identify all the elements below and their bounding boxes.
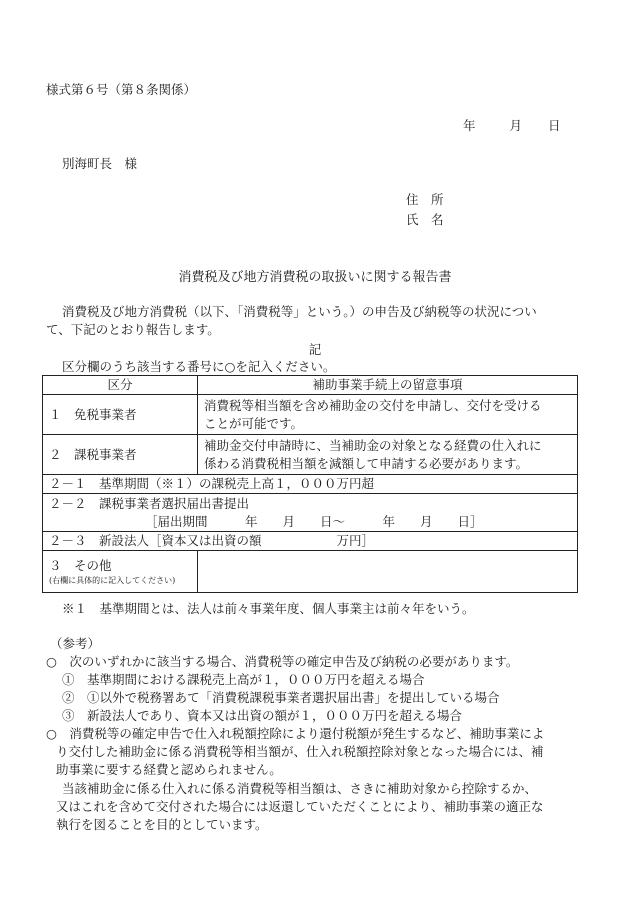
- row1-notes: [198, 395, 578, 435]
- body-line-2: て、下記のとおり報告します。: [46, 322, 220, 337]
- row2-note-line1: 補助金交付申請時に、当補助金の対象となる経費の仕入れに: [204, 437, 542, 453]
- footnote: ※１ 基準期間とは、法人は前々事業年度、個人事業主は前々年をいう。: [62, 601, 475, 616]
- addressee: 別海町長 様: [62, 156, 138, 171]
- row2-sub2-period: ［届出期間 年 月 日～ 年 月 日］: [145, 513, 483, 529]
- form-number: 様式第６号（第８条関係）: [46, 82, 197, 97]
- row3-detail-field[interactable]: [198, 551, 578, 593]
- reference-p3-line2: 又はこれを含めて交付された場合には返還していただくことにより、補助事業の適正な: [56, 799, 544, 814]
- row2-sub2-line1: ２－２ 課税事業者選択届出書提出: [49, 495, 250, 511]
- reference-item-3: ③ 新設法人であり、資本又は出資の額が１，０００万円を超える場合: [62, 708, 463, 723]
- reference-p2-line3: 助事業に要する経費と認められません。: [56, 762, 282, 777]
- date-line: [463, 118, 561, 134]
- row3-category-hint: (右欄に具体的に記入してください): [49, 575, 176, 585]
- reference-item-2: ② ①以外で税務署あて「消費税課税事業者選択届出書」を提出している場合: [62, 690, 500, 705]
- date-month-label: 月: [509, 118, 523, 133]
- body-line-1: 消費税及び地方消費税（以下、「消費税等」という。）の申告及び納税等の状況につい: [62, 304, 537, 319]
- row1-category[interactable]: １ 免税事業者: [43, 395, 198, 435]
- row2-category[interactable]: ２ 課税事業者: [43, 435, 198, 475]
- row1-note-line2: ことが可能です。: [204, 415, 304, 431]
- date-year-label: 年: [463, 118, 476, 133]
- category-table: [42, 375, 578, 593]
- document-title: 消費税及び地方消費税の取扱いに関する報告書: [178, 270, 452, 285]
- row2-sub2[interactable]: [43, 494, 578, 532]
- row3-category-label: ３ その他: [49, 557, 112, 573]
- ki-heading: 記: [308, 342, 322, 357]
- table-head-notes: 補助事業手続上の留意事項: [198, 376, 578, 395]
- reference-p2-line1: ○ 消費税等の確定申告で仕入れ税額控除により還付税額が発生するなど、補助事業によ: [46, 726, 545, 741]
- row2-sub3[interactable]: ２－３ 新設法人［資本又は出資の額 万円］: [43, 532, 578, 551]
- reference-heading: （参考）: [50, 636, 101, 651]
- reference-p1: ○ 次のいずれかに該当する場合、消費税等の確定申告及び納税の必要があります。: [46, 654, 519, 669]
- reference-p2-line2: り交付した補助金に係る消費税等相当額が、仕入れ税額控除対象となった場合には、補: [56, 744, 544, 759]
- reference-p3-line3: 執行を図ることを目的としています。: [56, 817, 268, 832]
- address-label: 住 所: [406, 192, 444, 207]
- row1-note-line1: 消費税等相当額を含め補助金の交付を申請し、交付を受ける: [204, 397, 542, 413]
- row2-sub1[interactable]: ２－１ 基準期間（※１）の課税売上高１，０００万円超: [43, 475, 578, 494]
- table-head-category: 区分: [43, 376, 198, 395]
- date-day-label: 日: [548, 118, 561, 133]
- row3-category[interactable]: [43, 551, 198, 593]
- row2-note-line2: 係わる消費税相当額を減額して申請する必要があります。: [204, 455, 529, 471]
- reference-p3-line1: 当該補助金に係る仕入れに係る消費税等相当額は、さきに補助対象から控除するか、: [62, 781, 538, 796]
- instruction: 区分欄のうち該当する番号に○を記入ください。: [62, 359, 336, 374]
- name-label: 氏 名: [406, 212, 444, 227]
- reference-item-1: ① 基準期間における課税売上高が１，０００万円を超える場合: [62, 672, 425, 687]
- row2-notes: [198, 435, 578, 475]
